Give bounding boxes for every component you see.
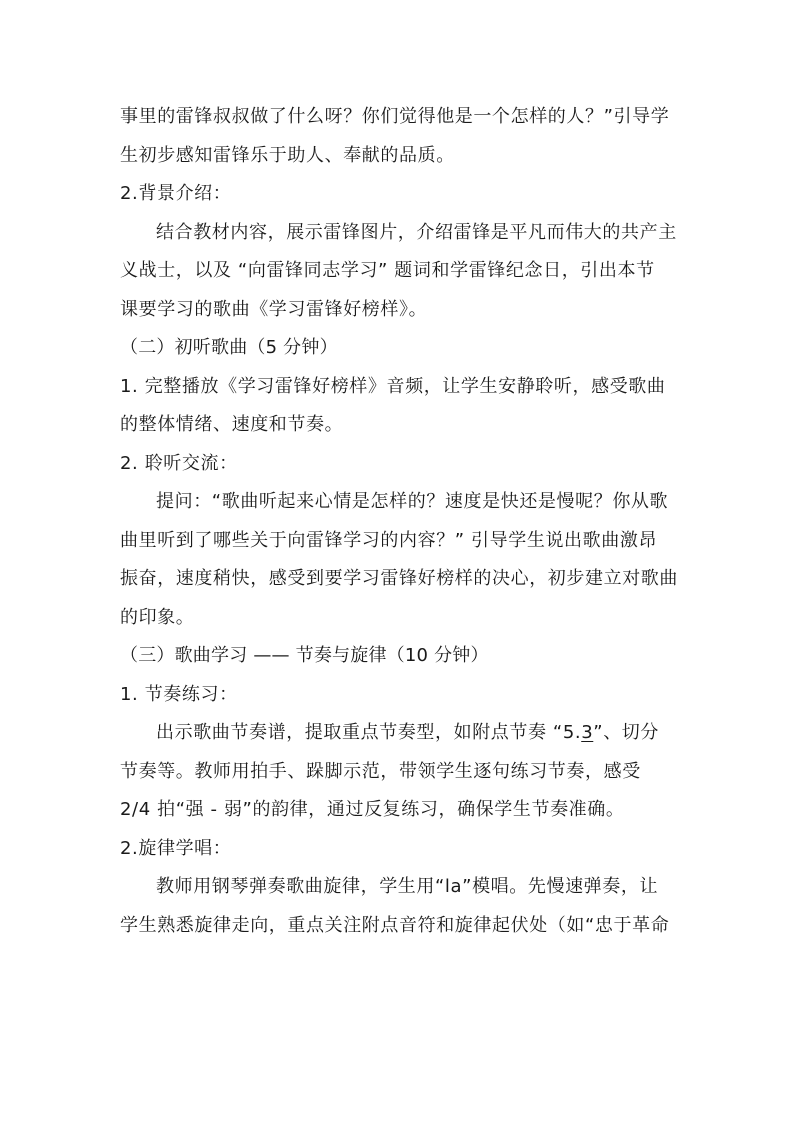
section-heading: （三）歌曲学习 —— 节奏与旋律（10 分钟） xyxy=(120,645,489,666)
text-run: ”、切分 xyxy=(593,722,660,743)
paragraph-line: 教师用钢琴弹奏歌曲旋律，学生用“la”模唱。先慢速弹奏，让 xyxy=(156,876,659,897)
underlined-note: 3 xyxy=(581,722,594,743)
text-run: 出示歌曲节奏谱，提取重点节奏型，如附点节奏 “5. xyxy=(156,722,582,743)
paragraph-line: 义战士，以及 “向雷锋同志学习” 题词和学雷锋纪念日，引出本节 xyxy=(120,260,655,281)
section-label: 2. 聆听交流： xyxy=(120,452,238,474)
section-label: 2.背景介绍： xyxy=(120,183,232,204)
section-label: 2.旋律学唱： xyxy=(120,837,232,859)
document-body xyxy=(120,98,690,945)
paragraph-line: 振奋，速度稍快，感受到要学习雷锋好榜样的决心，初步建立对歌曲 xyxy=(120,568,678,589)
paragraph-line: 的整体情绪、速度和节奏。 xyxy=(120,414,344,435)
paragraph-line: 生初步感知雷锋乐于助人、奉献的品质。 xyxy=(120,144,455,166)
paragraph-line xyxy=(120,714,690,753)
paragraph-line: 课要学习的歌曲《学习雷锋好榜样》。 xyxy=(120,298,428,320)
paragraph-line: 结合教材内容，展示雷锋图片，介绍雷锋是平凡而伟大的共产主 xyxy=(156,221,677,243)
paragraph-line: 曲里听到了哪些关于向雷锋学习的内容？” 引导学生说出歌曲激昂 xyxy=(120,529,658,551)
section-heading: （二）初听歌曲（5 分钟） xyxy=(120,337,338,358)
paragraph-line: 的印象。 xyxy=(120,606,195,628)
section-label: 1. 节奏练习： xyxy=(120,683,238,705)
paragraph-line: 事里的雷锋叔叔做了什么呀？你们觉得他是一个怎样的人？”引导学 xyxy=(120,106,670,127)
paragraph-line: 1. 完整播放《学习雷锋好榜样》音频，让学生安静聆听，感受歌曲 xyxy=(120,375,666,397)
paragraph-line: 2/4 拍“强 - 弱”的韵律，通过反复练习，确保学生节奏准确。 xyxy=(120,799,625,820)
paragraph-line: 提问：“歌曲听起来心情是怎样的？速度是快还是慢呢？你从歌 xyxy=(156,491,669,512)
paragraph-line: 节奏等。教师用拍手、跺脚示范，带领学生逐句练习节奏，感受 xyxy=(120,760,641,782)
paragraph-line: 学生熟悉旋律走向，重点关注附点音符和旋律起伏处（如“忠于革命 xyxy=(120,914,670,936)
